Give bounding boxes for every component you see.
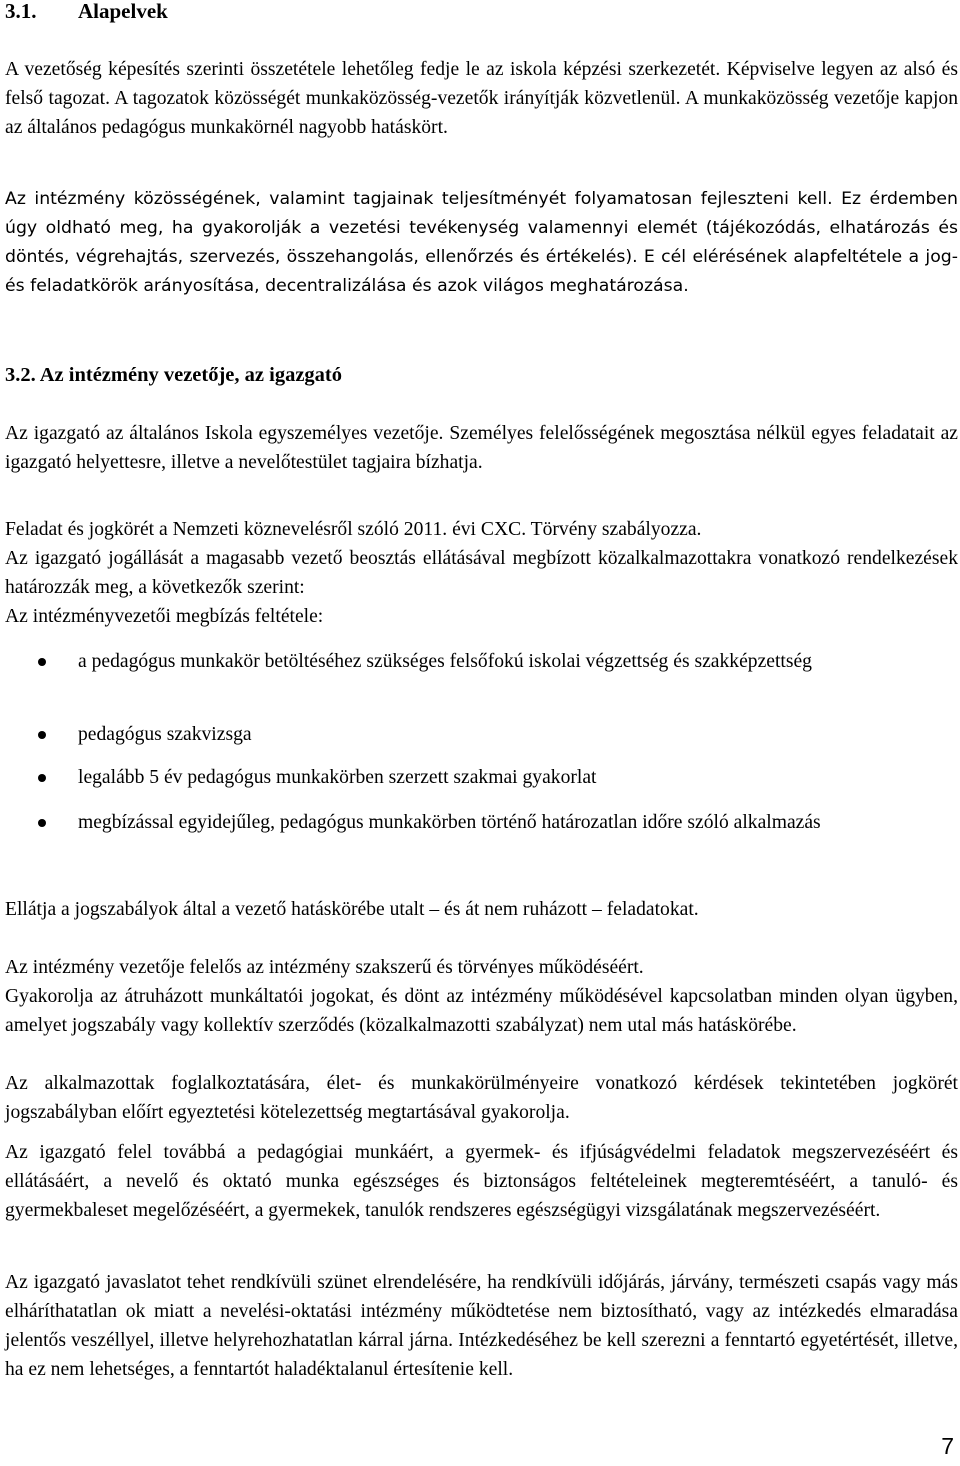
paragraph-delegated-duties: Ellátja a jogszabályok által a vezető hatáskörébe utalt – és át nem ruházott – feladatokat. <box>5 899 699 920</box>
bullet-icon <box>38 774 46 782</box>
bullet-icon <box>38 731 46 739</box>
page-number: 7 <box>941 1433 954 1459</box>
paragraph-employer-rights: Gyakorolja az átruházott munkáltatói jogokat, és dönt az intézmény működésével kapcsolatban minden olyan ügyben, amelyet jogszabály vagy kollektív szerződés (közalkalmazotti szabályzat) nem utal más hatáskörébe. <box>5 986 958 1036</box>
bullet-icon <box>38 819 46 827</box>
paragraph-pedagogical-responsibility: Az igazgató felel továbbá a pedagógiai munkáért, a gyermek- és ifjúságvédelmi feladatok megszervezéséért és ellátásáért, a nevelő és oktató munka egészséges és biztonságos feltételeinek megteremtéséért, a tanuló- és gyermekbaleset megelőzéséért, a gyermekek, tanulók rendszeres egészségügyi vizsgálatának megszervezéséért. <box>5 1142 958 1221</box>
list-item-text: megbízással egyidejűleg, pedagógus munkakörben történő határozatlan időre szóló alkalmazás <box>78 812 821 833</box>
paragraph-appointment-conditions: Az intézményvezetői megbízás feltétele: <box>5 606 324 627</box>
list-item <box>0 808 958 837</box>
section-heading-3-2: 3.2. Az intézmény vezetője, az igazgató <box>5 364 342 386</box>
section-title: Alapelvek <box>78 0 168 23</box>
paragraph-employment-matters: Az alkalmazottak foglalkoztatására, élet- és munkakörülményeire vonatkozó kérdések tekintetében jogkörét jogszabályban előírt egyeztetési kötelezettség megtartásával gyakorolja. <box>5 1073 958 1123</box>
list-item <box>0 647 958 676</box>
list-item <box>0 763 958 792</box>
paragraph-law-reference: Feladat és jogkörét a Nemzeti köznevelésről szóló 2011. évi CXC. Törvény szabályozza. <box>5 519 702 540</box>
paragraph-leadership-composition: A vezetőség képesítés szerinti összetétele lehetőleg fedje le az iskola képzési szerkezetét. Képviselve legyen az alsó és felső tagozat. A tagozatok közösségét munkaközösség-vezetők irányítják közvetlenül. A munkaközösség vezetője kapjon az általános pedagógus munkakörnél nagyobb hatáskört. <box>5 59 958 138</box>
list-item <box>0 720 958 749</box>
list-item-text: pedagógus szakvizsga <box>78 724 252 745</box>
list-item-text: legalább 5 év pedagógus munkakörben szerzett szakmai gyakorlat <box>78 767 597 788</box>
bullet-icon <box>38 658 46 666</box>
paragraph-legal-status: Az igazgató jogállását a magasabb vezető beosztás ellátásával megbízott közalkalmazottakra vonatkozó rendelkezések határozzák meg, a következők szerint: <box>5 548 958 598</box>
list-item-text: a pedagógus munkakör betöltéséhez szükséges felsőfokú iskolai végzettség és szakképzettség <box>78 651 812 672</box>
paragraph-extraordinary-break: Az igazgató javaslatot tehet rendkívüli szünet elrendelésére, ha rendkívüli időjárás, járvány, természeti csapás vagy más elháríthatatlan ok miatt a nevelési-oktatási intézmény működtetése nem biztosítható, vagy az intézkedés elmaradása jelentős veszéllyel, illetve helyrehozhatatlan kárral járna. Intézkedéséhez be kell szerezni a fenntartó egyetértését, illetve, ha ez nem lehetséges, a fenntartót haladéktalanul értesítenie kell. <box>5 1272 958 1380</box>
paragraph-director-responsibility: Az intézmény vezetője felelős az intézmény szakszerű és törvényes működéséért. <box>5 957 644 978</box>
paragraph-director-role: Az igazgató az általános Iskola egyszemélyes vezetője. Személyes felelősségének megosztása nélkül egyes feladatait az igazgató helyettesre, illetve a nevelőtestület tagjaira bízhatja. <box>5 423 958 473</box>
section-heading-3-1 <box>5 0 168 26</box>
paragraph-community-development: Az intézmény közösségének, valamint tagjainak teljesítményét folyamatosan fejleszteni kell. Ez érdemben úgy oldható meg, ha gyakorolják a vezetési tevékenység valamennyi elemét (tájékozódás, elhatározás és döntés, végrehajtás, szervezés, összehangolás, ellenőrzés és értékelés). E cél elérésének alapfeltétele a jog- és feladatkörök arányosítása, decentralizálása és azok világos meghatározása. <box>5 189 958 296</box>
section-number: 3.1. <box>5 0 37 23</box>
